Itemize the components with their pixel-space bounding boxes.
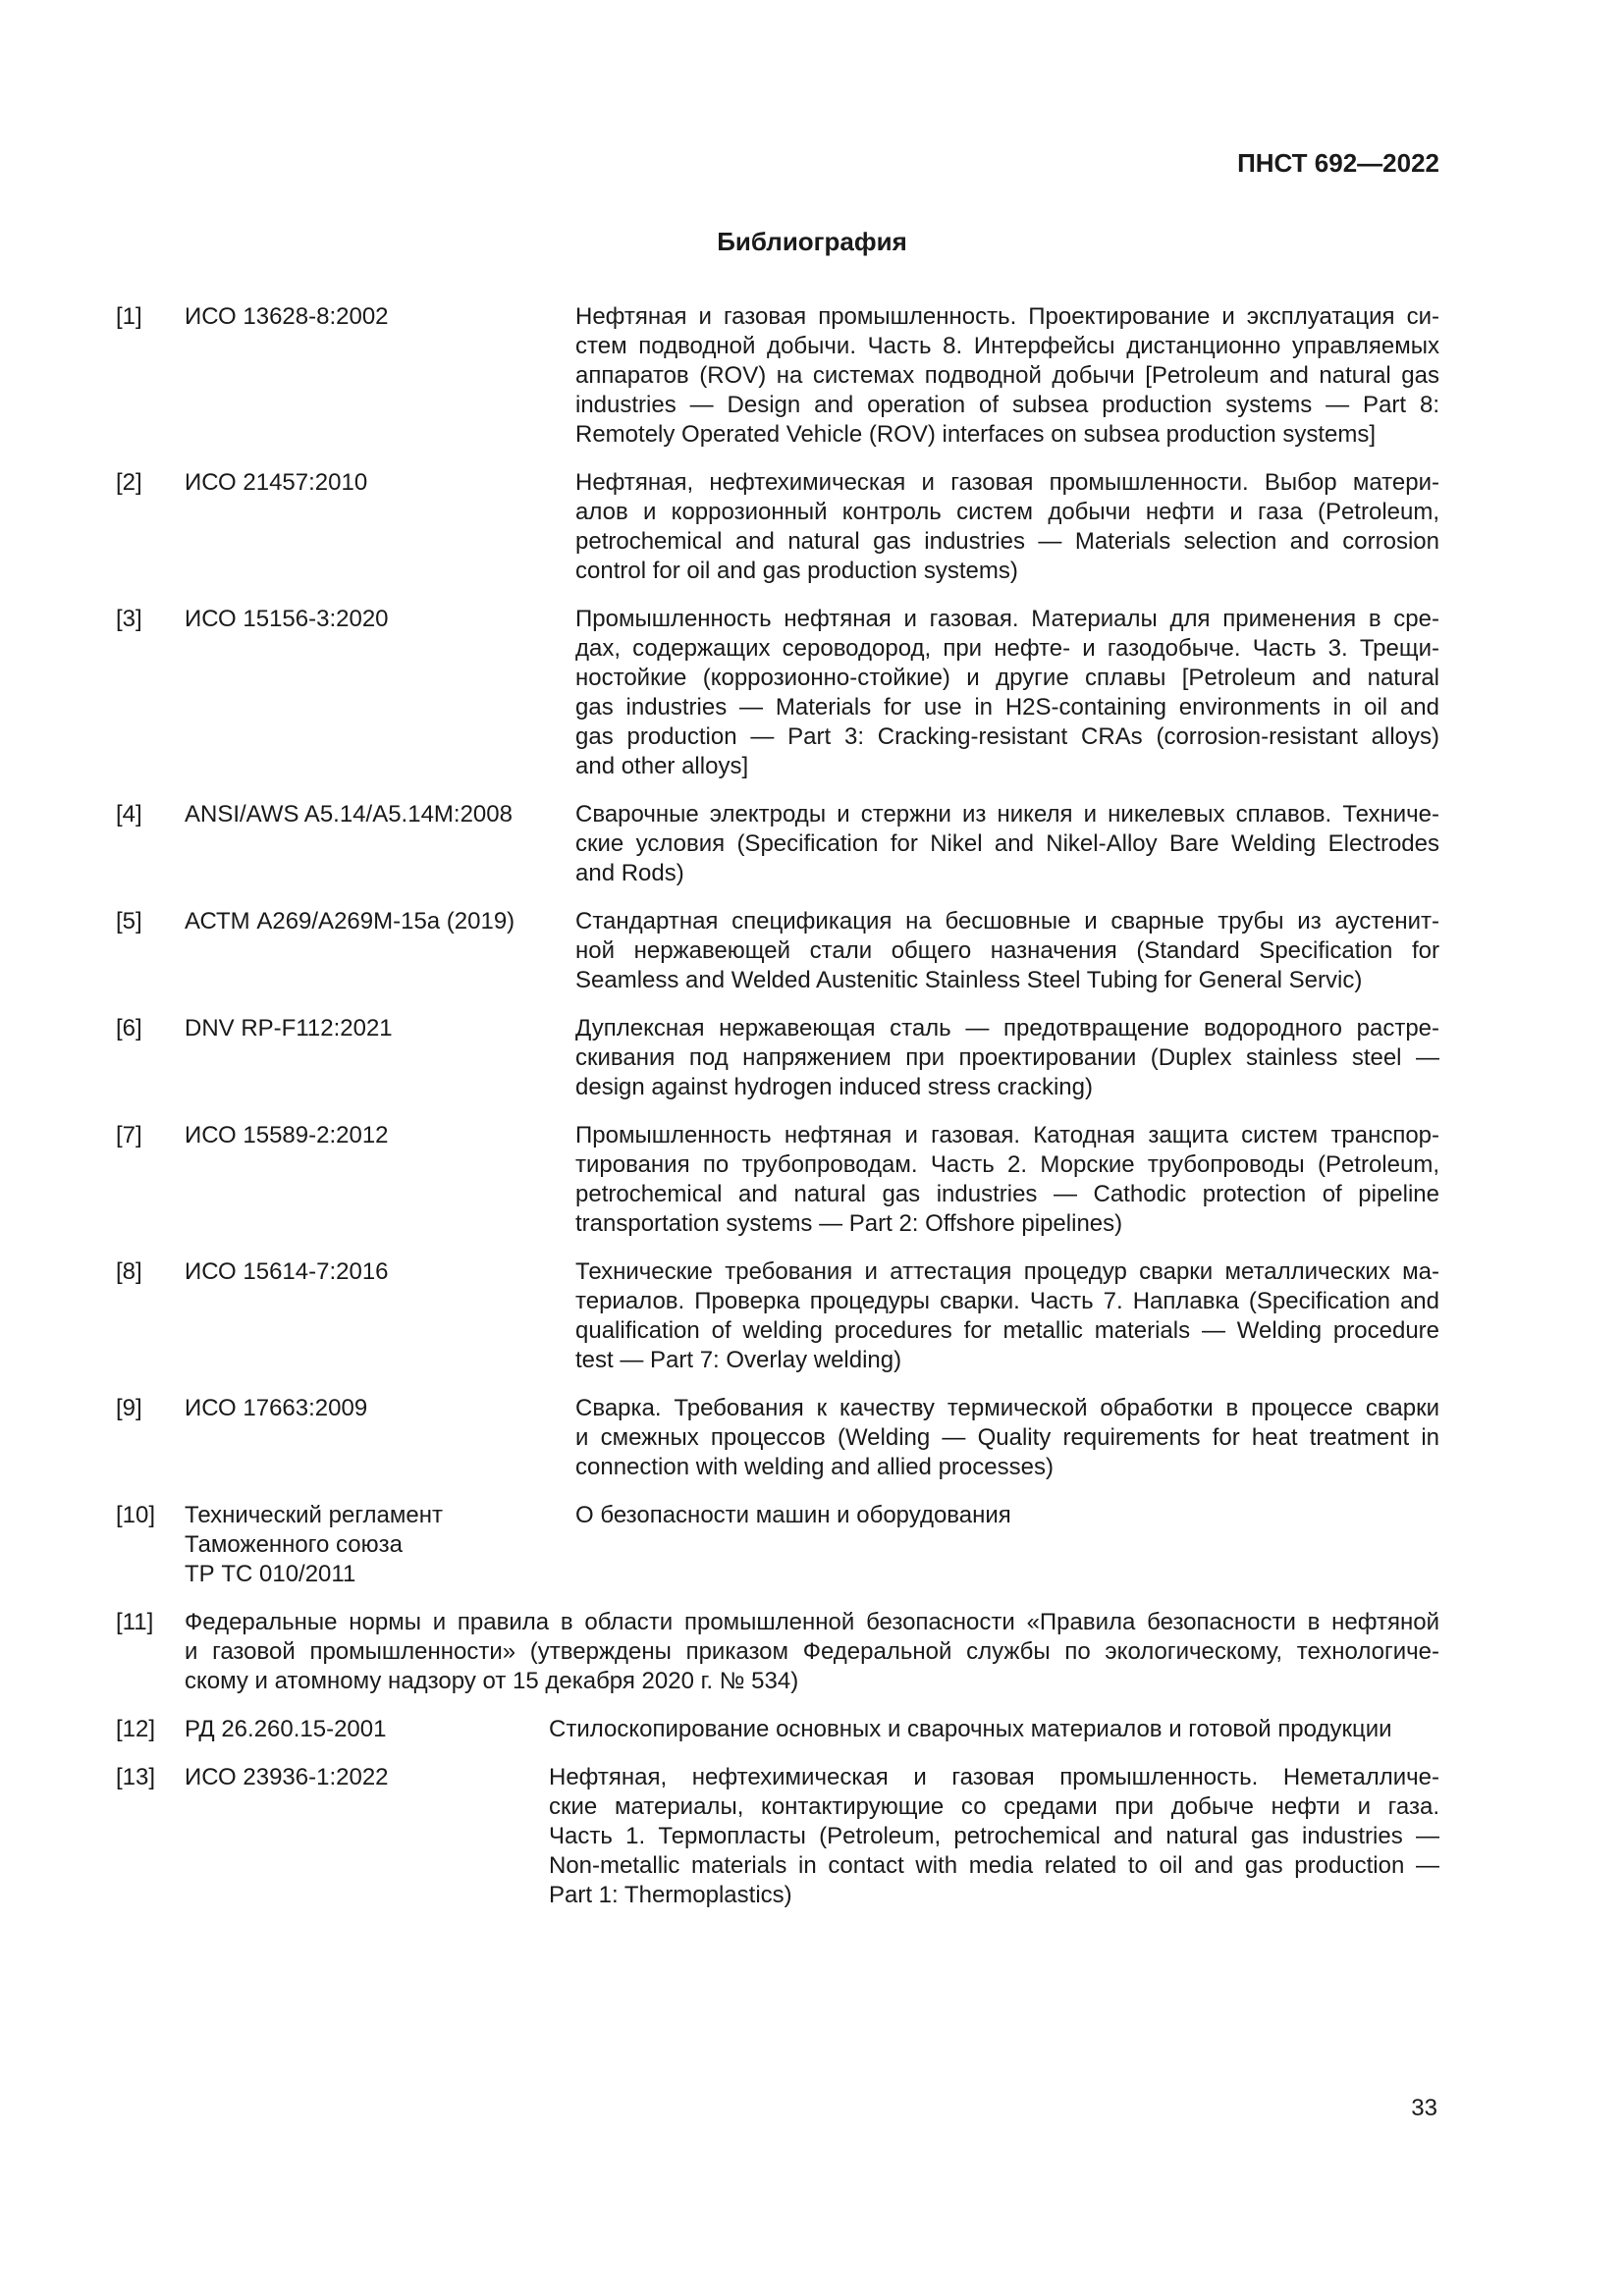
bibliography-entry [116,302,1439,450]
entry-description [575,1014,1439,1102]
entry-description [575,1501,1439,1589]
bibliography-entry [116,907,1439,995]
entry-line: and Rods) [575,860,684,886]
entry-source: ANSI/AWS A5.14/A5.14M:2008 [185,801,513,828]
entry-line: и смежных процессов (Welding — Quality requirements for heat treatment in [575,1424,1439,1451]
entry-source: ИСО 17663:2009 [185,1395,368,1421]
entry-line: О безопасности машин и оборудования [575,1502,1011,1528]
entry-line: test — Part 7: Overlay welding) [575,1347,902,1373]
entry-source: ИСО 13628-8:2002 [185,303,389,330]
entry-source-line: Технический регламент [185,1502,443,1528]
entry-line: gas production — Part 3: Cracking-resistant CRAs (corrosion-resistant alloys) [575,723,1439,750]
entry-source [185,1501,575,1589]
entry-line: Дуплексная нержавеющая сталь — предотвращение водородного растре- [575,1015,1439,1041]
entry-number: [13] [116,1764,156,1790]
entry-source: РД 26.260.15-2001 [185,1716,387,1742]
bibliography-entry [116,1715,1439,1744]
page-number: 33 [1411,2095,1437,2121]
entry-line: Стандартная спецификация на бесшовные и сварные трубы из аустенит- [575,908,1439,934]
entry-source: DNV RP-F112:2021 [185,1015,393,1041]
bibliography-entry [116,605,1439,781]
entry-line: алов и коррозионный контроль систем добычи нефти и газа (Petroleum, [575,499,1439,525]
entry-line: design against hydrogen induced stress cracking) [575,1074,1093,1100]
entry-line: аппаратов (ROV) на системах подводной добычи [Petroleum and natural gas [575,362,1439,389]
entry-line: Стилоскопирование основных и сварочных материалов и готовой продукции [549,1716,1392,1742]
entry-line: териалов. Проверка процедуры сварки. Часть 7. Наплавка (Specification and [575,1288,1439,1314]
entry-line: petrochemical and natural gas industries — Cathodic protection of pipeline [575,1181,1439,1207]
entry-line: ной нержавеющей стали общего назначения (Standard Specification for [575,937,1439,964]
entry-line: ские материалы, контактирующие со средами при добыче нефти и газа. [549,1793,1439,1820]
entry-number: [8] [116,1258,142,1285]
bibliography-entry [116,800,1439,888]
entry-description [549,1715,1439,1744]
entry-number: [11] [116,1609,154,1635]
bibliography-entry [116,1014,1439,1102]
entry-source: ИСО 15589-2:2012 [185,1122,389,1148]
entry-number: [2] [116,469,142,496]
entry-source: ИСО 21457:2010 [185,469,368,496]
entry-line: Технические требования и аттестация процедур сварки металлических ма- [575,1258,1439,1285]
entry-source: ИСО 15156-3:2020 [185,606,389,632]
bibliography-list [116,302,1439,1929]
document-code: ПНСТ 692—2022 [1237,148,1439,178]
entry-line: gas industries — Materials for use in H2S-containing environments in oil and [575,694,1439,721]
entry-line: Remotely Operated Vehicle (ROV) interfaces on subsea production systems] [575,421,1377,448]
entry-line: transportation systems — Part 2: Offshore pipelines) [575,1210,1123,1237]
entry-number: [9] [116,1395,142,1421]
entry-description [549,1763,1439,1910]
entry-source-line: ТР ТС 010/2011 [185,1561,356,1587]
bibliography-entry [116,468,1439,586]
entry-description [575,800,1439,888]
bibliography-entry [116,1394,1439,1482]
entry-line: скивания под напряжением при проектировании (Duplex stainless steel — [575,1044,1439,1071]
entry-number: [7] [116,1122,142,1148]
entry-line: Сварочные электроды и стержни из никеля и никелевых сплавов. Техниче- [575,801,1439,828]
entry-number: [3] [116,606,142,632]
bibliography-entry [116,1608,1439,1696]
entry-line: дах, содержащих сероводород, при нефте- и газодобыче. Часть 3. Трещи- [575,635,1439,662]
entry-source: ИСО 15614-7:2016 [185,1258,389,1285]
entry-line: and other alloys] [575,753,749,779]
entry-line: Промышленность нефтяная и газовая. Катодная защита систем транспор- [575,1122,1439,1148]
entry-description [575,907,1439,995]
entry-line: Seamless and Welded Austenitic Stainless Steel Tubing for General Servic) [575,967,1363,993]
entry-line: connection with welding and allied processes) [575,1454,1054,1480]
entry-line: Часть 1. Термопласты (Petroleum, petrochemical and natural gas industries — [549,1823,1439,1849]
entry-source-line: Таможенного союза [185,1531,403,1558]
entry-number: [6] [116,1015,142,1041]
entry-description [575,1394,1439,1482]
entry-line: petrochemical and natural gas industries — Materials selection and corrosion [575,528,1439,555]
entry-line: control for oil and gas production systems) [575,558,1018,584]
entry-full-text [185,1608,1439,1696]
entry-line: Нефтяная, нефтехимическая и газовая промышленность. Неметалличе- [549,1764,1439,1790]
entry-number: [1] [116,303,142,330]
entry-description [575,1121,1439,1239]
entry-number: [10] [116,1502,156,1528]
entry-line: стем подводной добычи. Часть 8. Интерфейсы дистанционно управляемых [575,333,1439,359]
entry-description [575,605,1439,781]
entry-number: [5] [116,908,142,934]
entry-line: Нефтяная, нефтехимическая и газовая промышленности. Выбор матери- [575,469,1439,496]
bibliography-entry [116,1257,1439,1375]
entry-line: Промышленность нефтяная и газовая. Материалы для применения в сре- [575,606,1439,632]
entry-line: qualification of welding procedures for metallic materials — Welding procedure [575,1317,1439,1344]
bibliography-entry [116,1763,1439,1910]
entry-line: industries — Design and operation of subsea production systems — Part 8: [575,392,1439,418]
entry-line: Non-metallic materials in contact with media related to oil and gas production — [549,1852,1439,1879]
entry-number: [4] [116,801,142,828]
entry-description [575,1257,1439,1375]
entry-line: Федеральные нормы и правила в области промышленной безопасности «Правила безопасности в нефтяной [185,1609,1439,1635]
bibliography-entry [116,1121,1439,1239]
entry-line: ностойкие (коррозионно-стойкие) и другие сплавы [Petroleum and natural [575,665,1439,691]
entry-line: скому и атомному надзору от 15 декабря 2020 г. № 534) [185,1668,799,1694]
entry-description [575,468,1439,586]
entry-line: ские условия (Specification for Nikel and Nikel-Alloy Bare Welding Electrodes [575,830,1439,857]
entry-description [575,302,1439,450]
bibliography-entry [116,1501,1439,1589]
entry-source: АСТМ А269/А269М-15а (2019) [185,908,515,934]
entry-line: Нефтяная и газовая промышленность. Проектирование и эксплуатация си- [575,303,1439,330]
entry-number: [12] [116,1716,156,1742]
entry-line: Сварка. Требования к качеству термической обработки в процессе сварки [575,1395,1439,1421]
entry-line: и газовой промышленности» (утверждены приказом Федеральной службы по экологическому, технологиче- [185,1638,1439,1665]
entry-line: тирования по трубопроводам. Часть 2. Морские трубопроводы (Petroleum, [575,1151,1439,1178]
entry-source: ИСО 23936-1:2022 [185,1764,389,1790]
page-title: Библиография [717,227,907,256]
entry-line: Part 1: Thermoplastics) [549,1882,792,1908]
